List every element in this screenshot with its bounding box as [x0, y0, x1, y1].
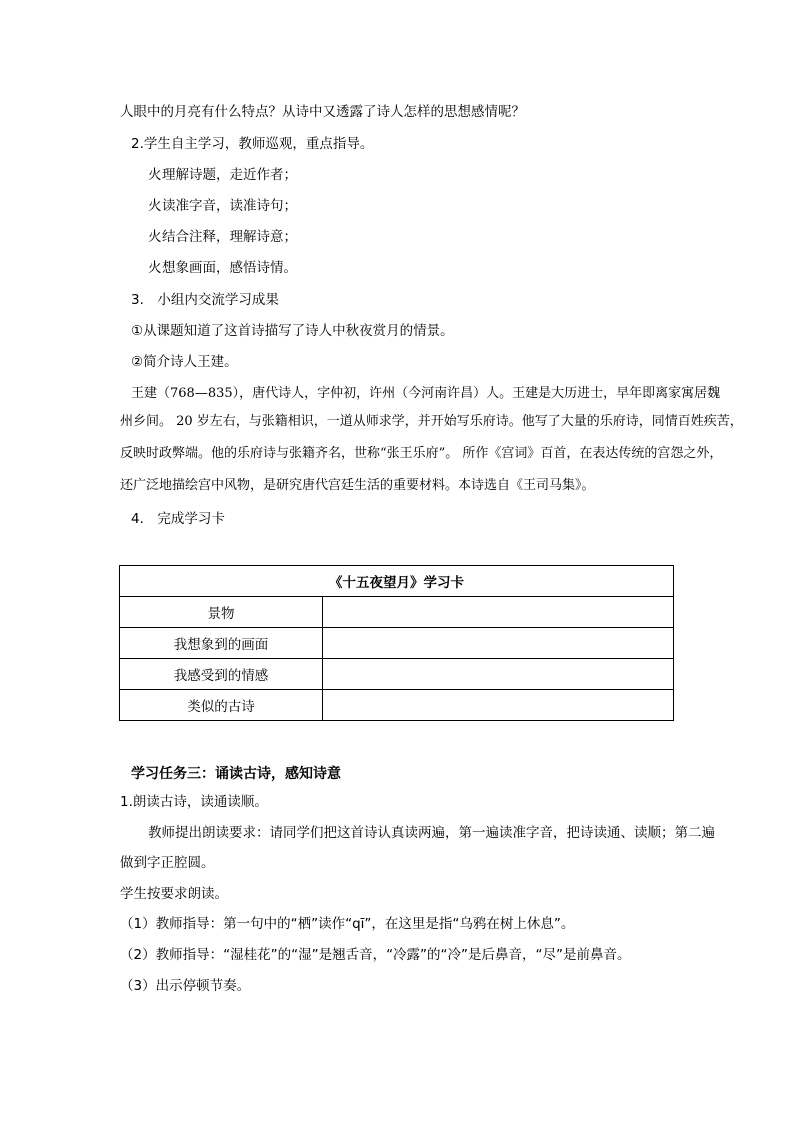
paragraph-line: 教师提出朗读要求：请同学们把这首诗认真读两遍，第一遍读准字音，把诗读通、读顺；第二遍 — [148, 825, 715, 841]
bullet-marker-icon: 火 — [148, 167, 162, 183]
section-heading: 学习任务三：诵读古诗，感知诗意 — [131, 766, 341, 782]
bio-line: 州乡间。 20 岁左右，与张籍相识，一道从师求学，并开始写乐府诗。他写了大量的乐府诗，同情百姓疾苦， — [120, 414, 743, 429]
guide-item: 火理解诗题，走近作者； — [148, 167, 297, 183]
bullet-marker-icon: 火 — [148, 229, 162, 245]
answer-cell[interactable] — [323, 628, 674, 659]
guide-item: 火结合注释，理解诗意； — [148, 229, 297, 245]
step-2-line: 2.学生自主学习，教师巡观，重点指导。 — [131, 136, 374, 152]
row-label: 我感受到的情感 — [120, 659, 323, 690]
bio-line: 王建（768—835），唐代诗人，字仲初，许州（今河南许昌）人。王建是大历进士，早年即离家寓居魏 — [131, 386, 721, 401]
paragraph-line: （3）出示停顿节奏。 — [120, 978, 251, 994]
bullet-marker-icon: 火 — [148, 198, 162, 214]
step-4-line: 4. 完成学习卡 — [131, 511, 225, 527]
paragraph-line: （2）教师指导：“湿桂花”的“湿”是翘舌音，“冷露”的“冷”是后鼻音，“尽”是前鼻音。 — [120, 947, 631, 963]
table-row — [120, 659, 674, 690]
answer-cell[interactable] — [323, 690, 674, 721]
guide-item: 火读准字音，读准诗句； — [148, 198, 297, 214]
paragraph-line: ②简介诗人王建。 — [131, 354, 238, 370]
study-card-title: 《十五夜望月》学习卡 — [120, 566, 674, 597]
bio-line: 反映时政弊端。他的乐府诗与张籍齐名，世称“张王乐府”。 所作《宫词》百首，在表达传统的宫怨之外， — [120, 446, 723, 461]
step-3-line: 3. 小组内交流学习成果 — [131, 292, 279, 308]
table-row — [120, 628, 674, 659]
paragraph-line: 1.朗读古诗，读通读顺。 — [120, 794, 268, 810]
row-label: 类似的古诗 — [120, 690, 323, 721]
table-row — [120, 690, 674, 721]
bullet-marker-icon: 火 — [148, 260, 162, 276]
guide-item: 火想象画面，感悟诗情。 — [148, 260, 297, 276]
study-card-table — [119, 565, 674, 721]
answer-cell[interactable] — [323, 659, 674, 690]
row-label: 我想象到的画面 — [120, 628, 323, 659]
row-label: 景物 — [120, 597, 323, 628]
paragraph-line: 做到字正腔圆。 — [120, 855, 215, 871]
answer-cell[interactable] — [323, 597, 674, 628]
paragraph-line: （1）教师指导：第一句中的“栖”读作“qī”，在这里是指“乌鸦在树上休息”。 — [120, 916, 575, 932]
paragraph-line: 学生按要求朗读。 — [120, 886, 228, 902]
paragraph-line: 人眼中的月亮有什么特点？从诗中又透露了诗人怎样的思想感情呢？ — [120, 104, 525, 120]
table-row — [120, 597, 674, 628]
paragraph-line: ①从课题知道了这首诗描写了诗人中秋夜赏月的情景。 — [131, 323, 454, 339]
bio-line: 还广泛地描绘宫中风物，是研究唐代宫廷生活的重要材料。本诗选自《王司马集》。 — [120, 478, 595, 493]
